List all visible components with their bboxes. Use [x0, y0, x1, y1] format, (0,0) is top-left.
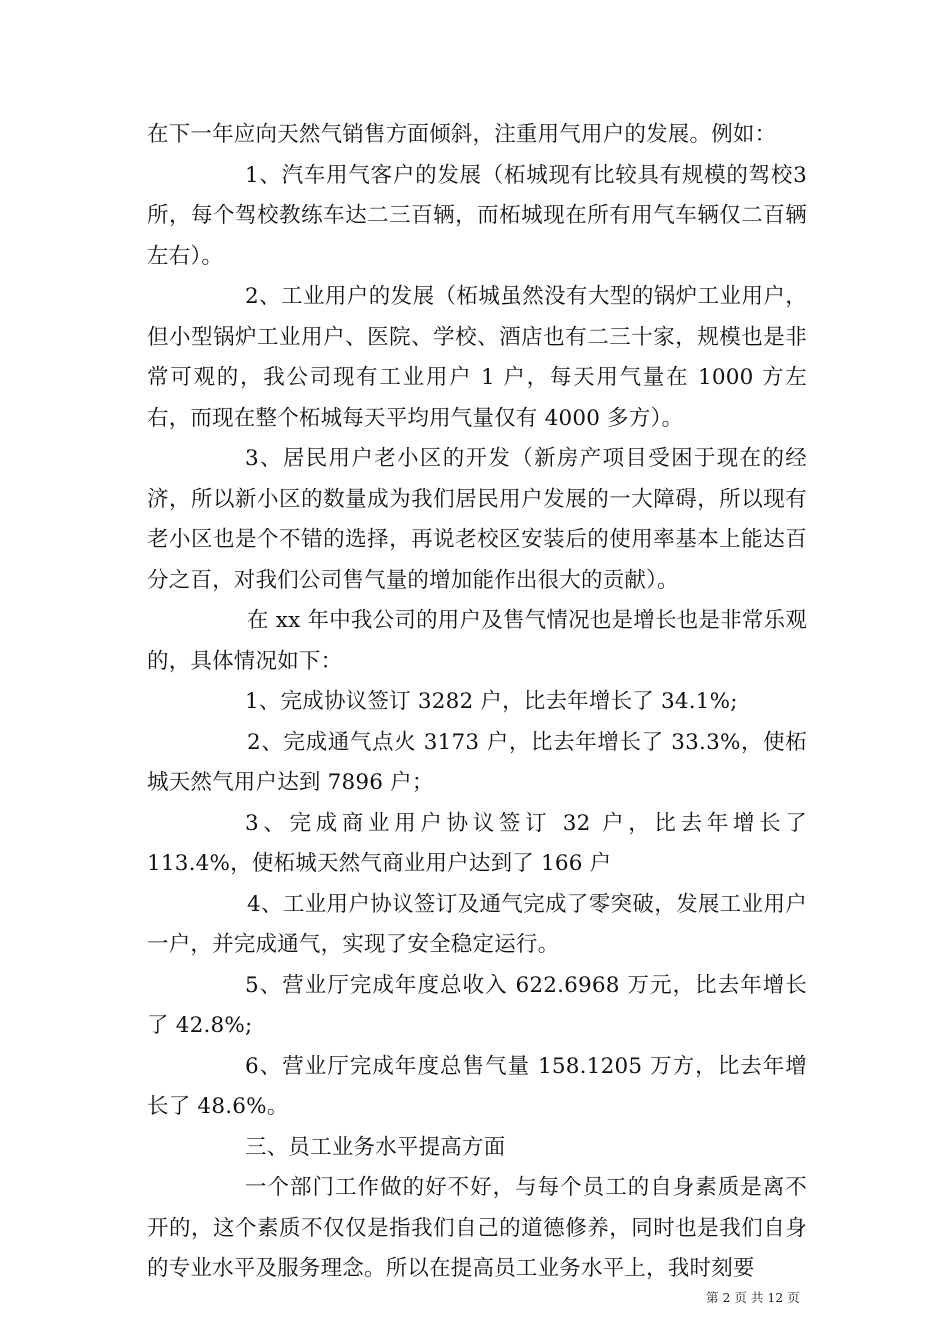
paragraph-stat-revenue: 5、营业厅完成年度总收入 622.6968 万元，比去年增长了 42.8%;	[147, 972, 807, 1038]
paragraph-summary-intro: 在 xx 年中我公司的用户及售气情况也是增长也是非常乐观的，具体情况如下：	[147, 608, 807, 674]
paragraph-stat-agreements: 1、完成协议签订 3282 户，比去年增长了 34.1%;	[245, 689, 738, 714]
paragraph-item-residential: 3、居民用户老小区的开发（新房产项目受困于现在的经济，所以新小区的数量成为我们居民用户发展的一大障碍，所以现有老小区也是个不错的选择，再说老校区安装后的使用率基本上能达百分之百，对我们公司售气量的增加能作出很大的贡献）。	[147, 446, 807, 593]
paragraph-intro: 在下一年应向天然气销售方面倾斜，注重用气用户的发展。例如：	[147, 122, 777, 147]
section-heading-staff: 三、员工业务水平提高方面	[245, 1134, 506, 1160]
paragraph-item-industrial: 2、工业用户的发展（柘城虽然没有大型的锅炉工业用户，但小型锅炉工业用户、医院、学校、酒店也有二三十家，规模也是非常可观的，我公司现有工业用户 1 户，每天用气量在 1000 方左右，而现在整个柘城每天平均用气量仅有 4000 多方）。	[147, 284, 807, 431]
paragraph-staff: 一个部门工作做的好不好，与每个员工的自身素质是离不开的，这个素质不仅仅是指我们自己的道德修养，同时也是我们自身的专业水平及服务理念。所以在提高员工业务水平上，我时刻要	[147, 1175, 807, 1281]
paragraph-item-vehicle: 1、汽车用气客户的发展（柘城现有比较具有规模的驾校3所，每个驾校教练车达二三百辆，而柘城现在所有用气车辆仅二百辆左右）。	[147, 162, 807, 269]
paragraph-stat-commercial: 3、完成商业用户协议签订 32 户，比去年增长了 113.4%，使柘城天然气商业用户达到了 166 户	[147, 810, 807, 876]
page-number: 第 2 页 共 12 页	[706, 1290, 800, 1305]
paragraph-stat-ignition: 2、完成通气点火 3173 户，比去年增长了 33.3%，使柘城天然气用户达到 7896 户；	[147, 729, 807, 795]
paragraph-stat-gas-volume: 6、营业厅完成年度总售气量 158.1205 万方，比去年增长了 48.6%。	[147, 1053, 807, 1119]
paragraph-stat-industrial: 4、工业用户协议签订及通气完成了零突破，发展工业用户一户，并完成通气，实现了安全稳定运行。	[147, 891, 807, 957]
body-text	[147, 115, 807, 1290]
